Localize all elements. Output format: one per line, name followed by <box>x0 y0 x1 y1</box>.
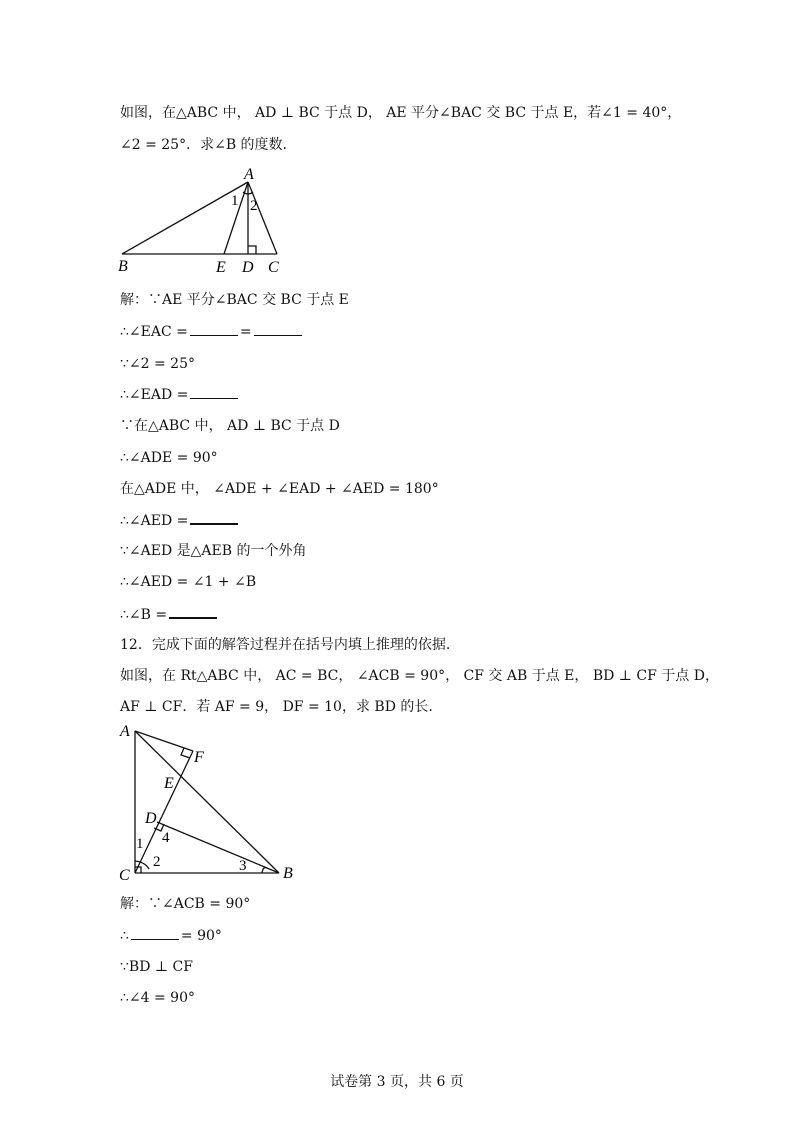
blank-2[interactable] <box>254 323 302 336</box>
figure-triangle-abc <box>112 162 302 280</box>
angle-arc-b <box>262 868 267 873</box>
segment-ab <box>135 731 279 873</box>
page-footer: 试卷第 3 页，共 6 页 <box>330 1074 464 1090</box>
p11-sol-line2: ∴∠EAC = = <box>120 323 304 341</box>
angle-label-2: 2 <box>153 854 161 870</box>
angle-label-2: 2 <box>250 198 258 214</box>
problem12-heading: 12．完成下面的解答过程并在括号内填上推理的依据. <box>120 637 451 653</box>
p11-sol-line1: 解：∵AE 平分∠BAC 交 BC 于点 E <box>120 292 349 308</box>
figure-right-triangle-abc <box>112 718 312 890</box>
p11-sol-line8: ∴∠AED = <box>120 511 240 530</box>
problem12-statement-line1: 如图，在 Rt△ABC 中， AC = BC， ∠ACB = 90°， CF 交 AB 于点 E， BD ⊥ CF 于点 D， <box>120 668 719 684</box>
p12-sol-line1: 解：∵∠ACB = 90° <box>120 896 251 912</box>
blank-1[interactable] <box>190 323 238 336</box>
segment-bd <box>157 822 279 873</box>
label-B: B <box>118 258 128 275</box>
blank-4[interactable] <box>190 511 238 525</box>
p11-sol-line6: ∴∠ADE = 90° <box>120 450 218 466</box>
p11-sol-line7: 在△ADE 中， ∠ADE + ∠EAD + ∠AED = 180° <box>120 481 439 497</box>
angle-label-1: 1 <box>231 193 239 209</box>
blank-6[interactable] <box>131 927 179 940</box>
p12-sol-line2: ∴ = 90° <box>120 928 222 944</box>
angle-label-3: 3 <box>239 858 247 874</box>
blank-5[interactable] <box>169 605 217 619</box>
segment-ab <box>122 182 248 254</box>
problem12-statement-line2: AF ⊥ CF．若 AF = 9， DF = 10，求 BD 的长. <box>120 699 433 715</box>
p11-sol-line3: ∵∠2 = 25° <box>120 356 195 372</box>
segment-af <box>135 731 193 751</box>
label-E: E <box>164 775 174 792</box>
label-A: A <box>244 166 254 183</box>
segment-cf <box>135 751 193 873</box>
problem11-statement-line2: ∠2 = 25°．求∠B 的度数. <box>120 137 288 153</box>
problem11-statement-line1: 如图，在△ABC 中， AD ⊥ BC 于点 D， AE 平分∠BAC 交 BC 于点 E，若∠1 = 40°， <box>120 105 682 121</box>
p11-sol-line4: ∴∠EAD = <box>120 386 240 404</box>
label-D: D <box>145 810 157 827</box>
p12-sol-line4: ∴∠4 = 90° <box>120 990 195 1006</box>
p11-sol-line11: ∴∠B = <box>120 605 219 624</box>
p11-sol-line9: ∵∠AED 是△AEB 的一个外角 <box>120 543 307 559</box>
label-E: E <box>216 259 226 276</box>
label-A: A <box>120 723 130 740</box>
label-D: D <box>242 259 254 276</box>
right-angle-mark <box>248 246 256 254</box>
label-C: C <box>119 867 130 884</box>
p11-sol-line10: ∴∠AED = ∠1 + ∠B <box>120 574 257 590</box>
angle-label-1: 1 <box>136 836 144 852</box>
angle-label-4: 4 <box>162 830 170 846</box>
p11-sol-line5: ∵在△ABC 中， AD ⊥ BC 于点 D <box>120 418 340 434</box>
label-F: F <box>194 749 204 766</box>
label-B: B <box>283 865 293 882</box>
label-C: C <box>268 259 279 276</box>
p12-sol-line3: ∵BD ⊥ CF <box>120 959 193 975</box>
blank-3[interactable] <box>190 386 238 399</box>
